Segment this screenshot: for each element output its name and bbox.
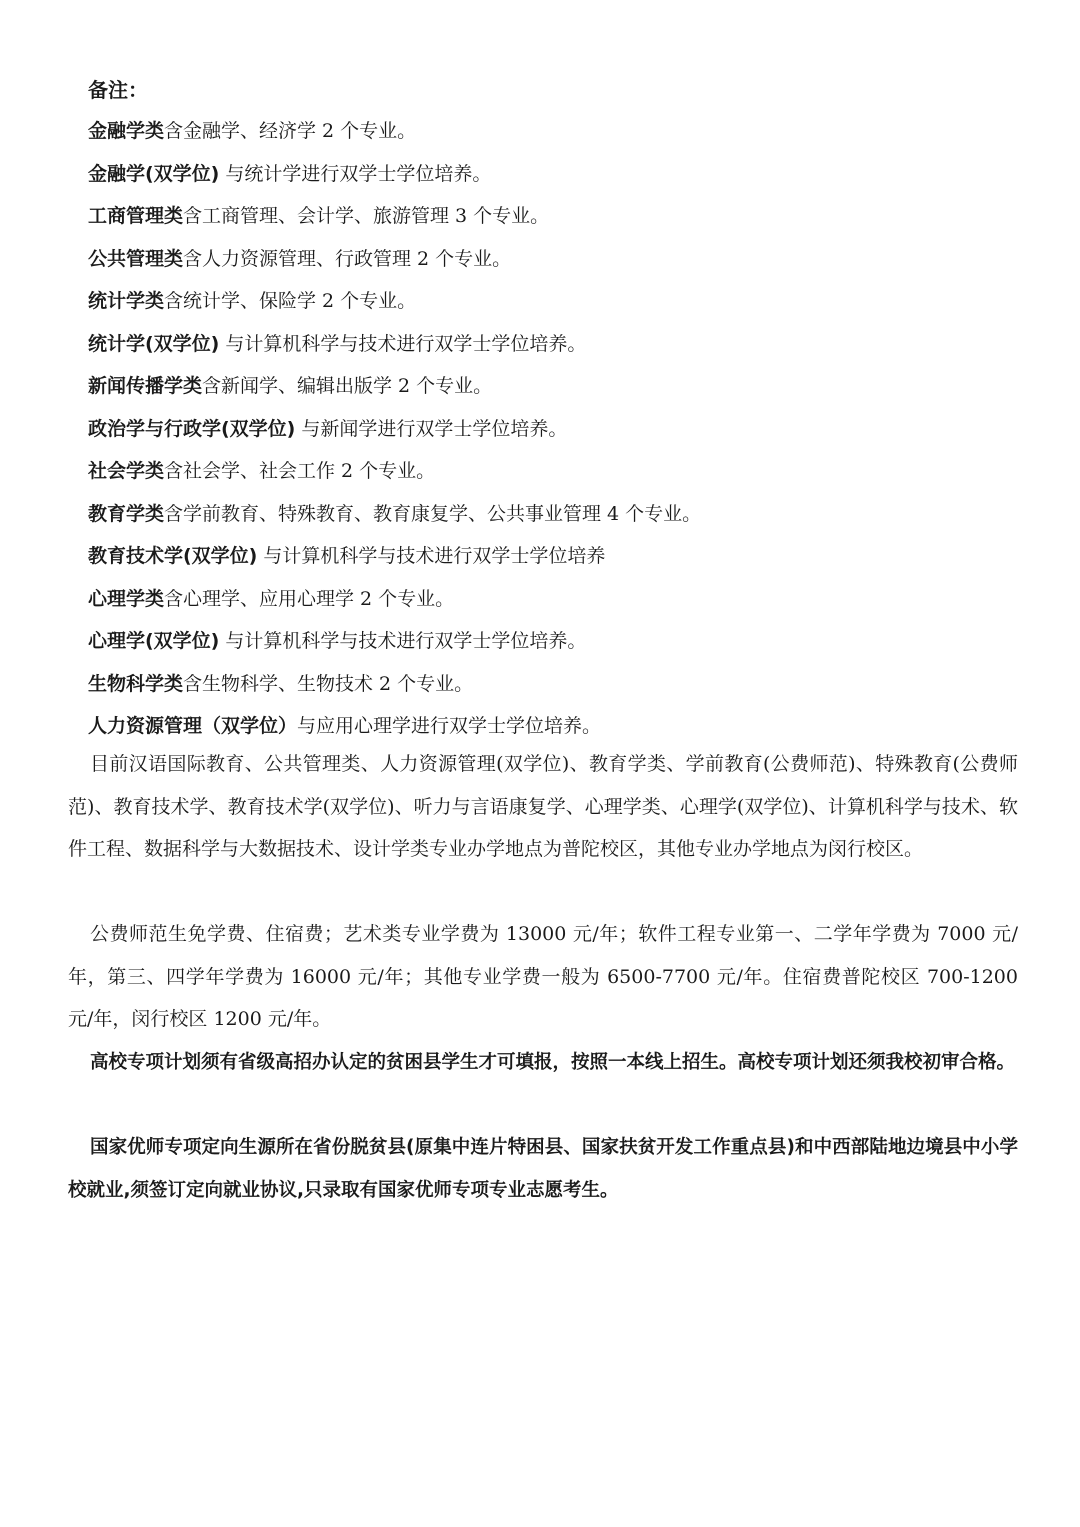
note-term: 生物科学类 [88, 673, 184, 695]
note-item [88, 457, 435, 485]
note-item [88, 415, 567, 443]
note-item [88, 202, 549, 230]
note-term: 金融学(双学位) [88, 163, 220, 185]
note-term: 工商管理类 [88, 205, 184, 227]
teacher-plan-paragraph: 国家优师专项定向生源所在省份脱贫县(原集中连片特困县、国家扶贫开发工作重点县)和中西部陆地边境县中小学校就业,须签订定向就业协议,只录取有国家优师专项专业志愿考生。 [68, 1137, 1018, 1201]
note-item [88, 542, 605, 570]
note-item [88, 287, 416, 315]
note-desc: 与计算机科学与技术进行双学士学位培养。 [219, 630, 587, 652]
note-desc: 含心理学、应用心理学 2 个专业。 [164, 588, 455, 610]
note-item [88, 245, 511, 273]
note-desc: 含社会学、社会工作 2 个专业。 [164, 460, 436, 482]
notes-heading: 备注： [88, 78, 148, 102]
fee-paragraph: 公费师范生免学费、住宿费；艺术类专业学费为 13000 元/年；软件工程专业第一、二学年学费为 7000 元/年，第三、四学年学费为 16000 元/年；其他专业学费一般为 6500-7700 元/年。住宿费普陀校区 700-1200 元/年，闵行校区 1200 元/年。 [68, 923, 1018, 1030]
note-desc: 含工商管理、会计学、旅游管理 3 个专业。 [183, 205, 550, 227]
note-term: 心理学(双学位) [88, 630, 220, 652]
note-term: 人力资源管理（双学位） [88, 715, 298, 737]
campus-paragraph: 目前汉语国际教育、公共管理类、人力资源管理(双学位)、教育学类、学前教育(公费师范)、特殊教育(公费师范)、教育技术学、教育技术学(双学位)、听力与言语康复学、心理学类、心理学(双学位)、计算机科学与技术、软件工程、数据科学与大数据技术、设计学类专业办学地点为普陀校区，其他专业办学地点为闵行校区。 [68, 753, 1018, 860]
note-desc: 含金融学、经济学 2 个专业。 [164, 120, 417, 142]
note-item [88, 330, 586, 358]
note-term: 统计学类 [88, 290, 165, 312]
note-term: 公共管理类 [88, 248, 184, 270]
special-plan-paragraph: 高校专项计划须有省级高招办认定的贫困县学生才可填报，按照一本线上招生。高校专项计划还须我校初审合格。 [90, 1052, 1016, 1073]
note-term: 金融学类 [88, 120, 165, 142]
note-desc: 含统计学、保险学 2 个专业。 [164, 290, 417, 312]
note-item [88, 160, 491, 188]
note-term: 统计学(双学位) [88, 333, 220, 355]
note-desc: 含人力资源管理、行政管理 2 个专业。 [183, 248, 512, 270]
note-term: 新闻传播学类 [88, 375, 203, 397]
note-desc: 含学前教育、特殊教育、教育康复学、公共事业管理 4 个专业。 [164, 503, 702, 525]
note-desc: 与新闻学进行双学士学位培养。 [295, 418, 568, 440]
note-desc: 与计算机科学与技术进行双学士学位培养 [257, 545, 606, 567]
note-term: 教育技术学(双学位) [88, 545, 258, 567]
note-term: 心理学类 [88, 588, 165, 610]
note-term: 政治学与行政学(双学位) [88, 418, 296, 440]
note-item [88, 117, 416, 145]
note-item [88, 712, 601, 740]
note-item [88, 500, 701, 528]
note-desc: 与应用心理学进行双学士学位培养。 [297, 715, 602, 737]
note-item [88, 670, 473, 698]
note-desc: 含生物科学、生物技术 2 个专业。 [183, 673, 474, 695]
note-desc: 与统计学进行双学士学位培养。 [219, 163, 492, 185]
note-desc: 与计算机科学与技术进行双学士学位培养。 [219, 333, 587, 355]
note-item [88, 372, 492, 400]
note-item [88, 585, 454, 613]
note-term: 社会学类 [88, 460, 165, 482]
note-desc: 含新闻学、编辑出版学 2 个专业。 [202, 375, 493, 397]
note-item [88, 627, 586, 655]
note-term: 教育学类 [88, 503, 165, 525]
